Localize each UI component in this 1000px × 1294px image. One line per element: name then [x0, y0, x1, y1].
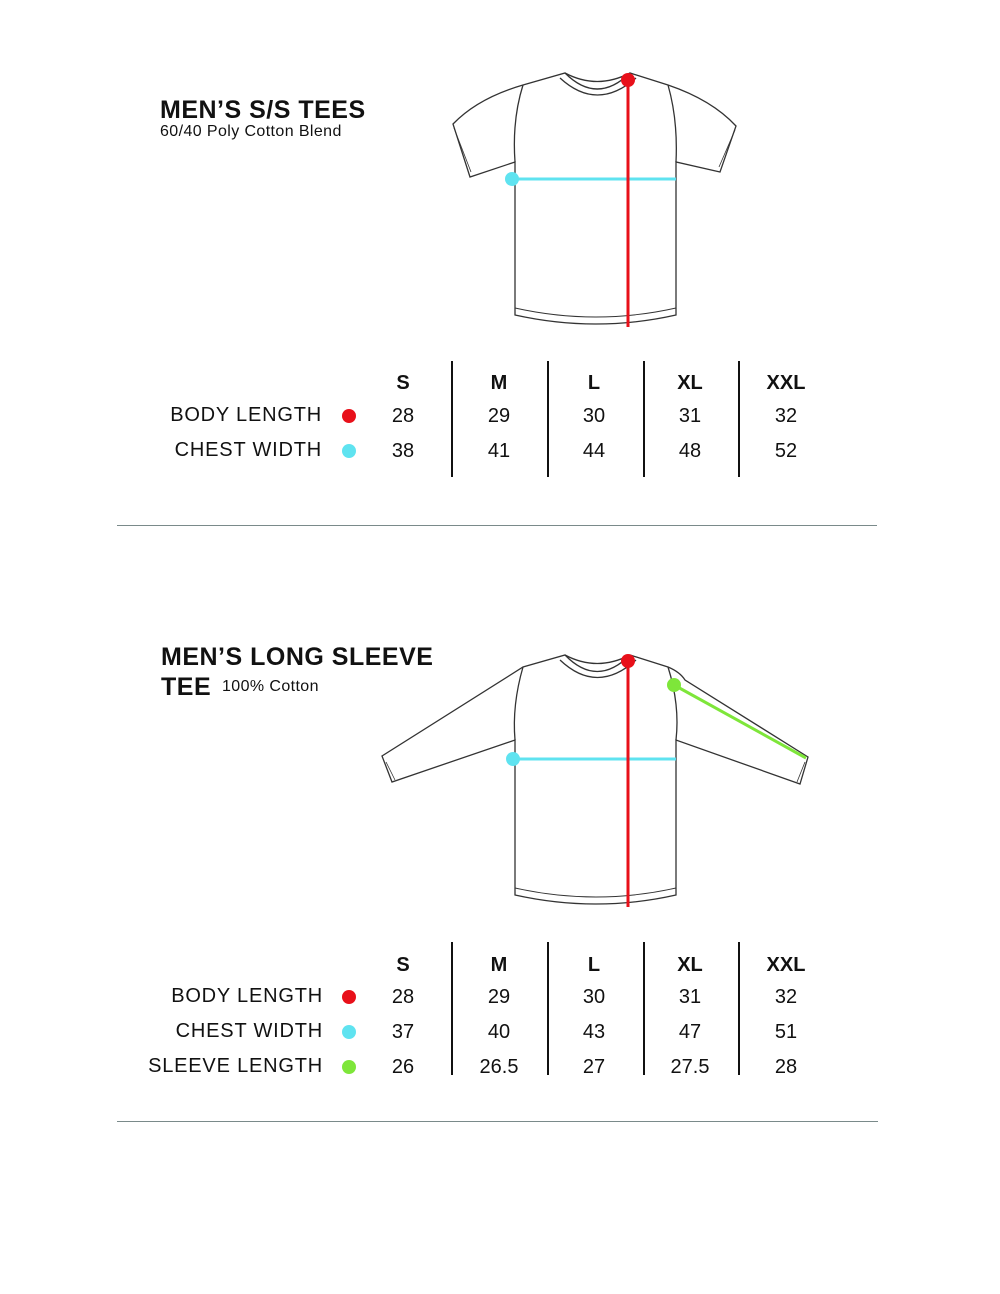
size-header-l: L — [587, 372, 601, 394]
table-cell: 37 — [391, 1021, 415, 1043]
table-cell: 30 — [582, 405, 606, 427]
table-cell: 52 — [774, 440, 798, 462]
column-divider — [451, 361, 453, 477]
column-divider — [643, 942, 645, 1075]
chest-width-dot-icon — [342, 444, 356, 458]
column-divider — [738, 942, 740, 1075]
table-cell: 30 — [582, 986, 606, 1008]
section-divider — [117, 1121, 878, 1122]
row-label-body-length: BODY LENGTH — [171, 985, 323, 1007]
table-cell: 29 — [487, 405, 511, 427]
table-cell: 26 — [391, 1056, 415, 1078]
table-cell: 28 — [774, 1056, 798, 1078]
table-cell: 38 — [391, 440, 415, 462]
ls-title-line1: MEN’S LONG SLEEVE — [161, 643, 434, 671]
size-header-xxl: XXL — [766, 372, 806, 394]
column-divider — [643, 361, 645, 477]
section-divider — [117, 525, 877, 526]
table-cell: 41 — [487, 440, 511, 462]
table-cell: 31 — [678, 405, 702, 427]
column-divider — [738, 361, 740, 477]
ls-subtitle: 100% Cotton — [222, 678, 319, 695]
table-cell: 32 — [774, 986, 798, 1008]
size-header-xl: XL — [677, 372, 703, 394]
size-header-l: L — [587, 954, 601, 976]
long-sleeve-tee-illustration — [370, 640, 820, 920]
table-cell: 48 — [678, 440, 702, 462]
table-cell: 40 — [487, 1021, 511, 1043]
table-cell: 29 — [487, 986, 511, 1008]
ls-title-line2: TEE — [161, 673, 212, 701]
chest-width-dot-icon — [342, 1025, 356, 1039]
size-header-m: M — [490, 372, 508, 394]
size-header-m: M — [490, 954, 508, 976]
row-label-chest-width: CHEST WIDTH — [175, 1020, 323, 1042]
table-cell: 43 — [582, 1021, 606, 1043]
body-length-dot-icon — [342, 990, 356, 1004]
size-header-xxl: XXL — [766, 954, 806, 976]
size-header-xl: XL — [677, 954, 703, 976]
column-divider — [547, 361, 549, 477]
table-cell: 26.5 — [479, 1056, 519, 1078]
size-header-s: S — [396, 372, 410, 394]
table-cell: 27.5 — [670, 1056, 710, 1078]
ss-subtitle: 60/40 Poly Cotton Blend — [160, 123, 342, 140]
short-sleeve-tee-illustration — [440, 60, 750, 340]
row-label-chest-width: CHEST WIDTH — [174, 439, 322, 461]
column-divider — [547, 942, 549, 1075]
table-cell: 32 — [774, 405, 798, 427]
sleeve-length-dot-icon — [342, 1060, 356, 1074]
row-label-body-length: BODY LENGTH — [170, 404, 322, 426]
table-cell: 47 — [678, 1021, 702, 1043]
table-cell: 28 — [391, 405, 415, 427]
size-header-s: S — [396, 954, 410, 976]
table-cell: 44 — [582, 440, 606, 462]
ss-title: MEN’S S/S TEES — [160, 96, 366, 124]
row-label-sleeve-length: SLEEVE LENGTH — [148, 1055, 323, 1077]
column-divider — [451, 942, 453, 1075]
body-length-dot-icon — [342, 409, 356, 423]
table-cell: 27 — [582, 1056, 606, 1078]
table-cell: 51 — [774, 1021, 798, 1043]
table-cell: 28 — [391, 986, 415, 1008]
table-cell: 31 — [678, 986, 702, 1008]
